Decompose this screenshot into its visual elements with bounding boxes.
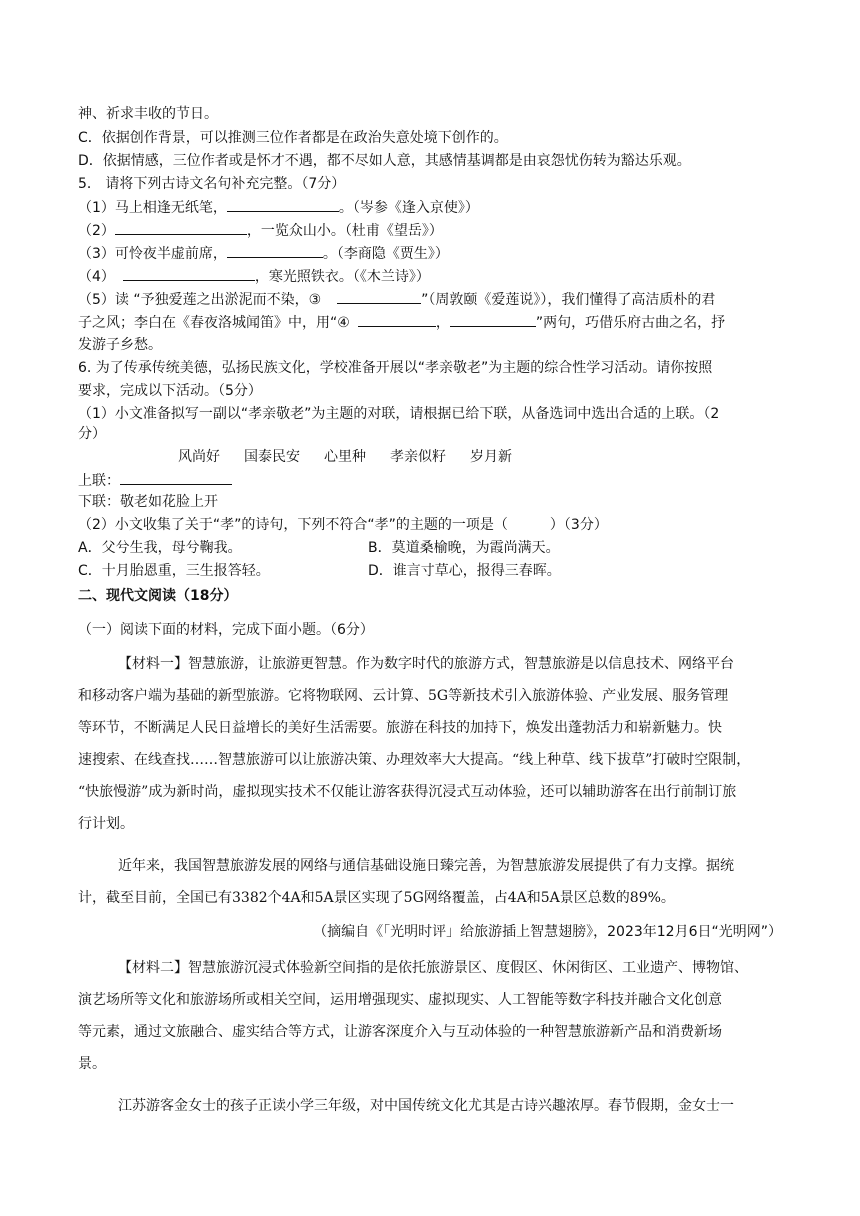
q5-item-1-source: 。（岑参《逢入京使》） [338,200,479,216]
question-5-title: 5． 请将下列古诗文名句补充完整。（7分） [78,176,346,192]
answer-blank[interactable] [337,289,421,304]
material-1-line: “快旅慢游”成为新时尚，虚拟现实技术不仅能让游客获得沉浸式互动体验，还可以辅助游客在出行前制订旅 [78,784,737,800]
q5-item-4 [78,266,430,287]
q6-part-2 [78,515,608,535]
option-d-prev: D．依据情感，三位作者或是怀才不遇，都不尽如人意，其感情基调都是由哀怨忧伤转为豁达乐观。 [78,153,691,169]
material-1-line: 计，截至目前，全国已有3382个4A和5A景区实现了5G网络覆盖，占4A和5A景区总数的89%。 [78,890,675,906]
q5-item-5 [78,289,715,310]
q5-item-4-label: （4） [78,269,115,285]
material-2-line: 景。 [78,1056,106,1072]
material-1-line: 行计划。 [78,816,134,832]
question-6-title: 6. 为了传承传统美德，弘扬民族文化，学校准备开展以“孝亲敬老”为主题的综合性学习活动。请你按照 [78,360,713,376]
candidate-word: 国泰民安 [244,449,300,465]
q5-item-3-text: （3）可怜夜半虚前席， [78,246,227,262]
q5-item-2-label: （2） [78,223,115,239]
q5-item-5-cont [78,312,725,333]
material-2-line: 【材料二】智慧旅游沉浸式体验新空间指的是依托旅游景区、度假区、休闲街区、工业遗产、博物馆、 [118,960,748,976]
material-1-line: 近年来，我国智慧旅游发展的网络与通信基础设施日臻完善，为智慧旅游发展提供了有力支撑。据统 [118,858,734,874]
upper-couplet [78,470,232,491]
question-6-title-cont: 要求，完成以下活动。（5分） [78,383,262,399]
q5-item-5-tail: ”（周敦颐《爱莲说》），我们懂得了高洁质朴的君 [421,292,716,308]
answer-blank[interactable] [358,312,436,327]
material-1-line: 【材料一】智慧旅游，让旅游更智慧。作为数字时代的旅游方式，智慧旅游是以信息技术、网络平台 [118,656,734,672]
subsection-heading: （一）阅读下面的材料，完成下面小题。（6分） [78,622,374,638]
material-2-line: 演艺场所等文化和旅游场所或相关空间，运用增强现实、虚拟现实、人工智能等数字科技并融合文化创意 [78,992,722,1008]
q5-item-5-line2: 子之风；李白在《春夜洛城闻笛》中，用“④ [78,315,350,331]
q5-item-5-text: （5）读 “予独爱莲之出淤泥而不染，③ [78,292,322,308]
q5-item-5-line2-tail: ”两句，巧借乐府古曲之名，抒 [535,315,726,331]
option-c-prev: C．依据创作背景，可以推测三位作者都是在政治失意处境下创作的。 [78,130,508,146]
q5-item-2-text: ，一览众山小。（杜甫《望岳》） [246,223,443,239]
candidate-word: 岁月新 [470,449,512,465]
candidate-word: 孝亲似籽 [390,449,446,465]
material-2-line: 江苏游客金女士的孩子正读小学三年级，对中国传统文化尤其是古诗兴趣浓厚。春节假期，金女士一 [118,1098,734,1114]
q6-part-1-cont: 分） [78,426,106,442]
answer-blank[interactable] [450,312,536,327]
lower-couplet: 下联：敬老如花脸上开 [78,494,218,510]
candidate-words [178,447,536,467]
option-c: C．十月胎恩重，三生报答轻。 [78,563,270,579]
q5-item-3-source: 。（李商隐《贾生》） [322,246,449,262]
q5-item-3 [78,243,449,264]
q5-item-4-text: ，寒光照铁衣。（《木兰诗》） [254,269,430,285]
option-d: D．谁言寸草心，报得三春晖。 [368,563,561,579]
option-b: B．莫道桑榆晚，为霞尚满天。 [368,540,560,556]
answer-blank[interactable] [227,243,323,258]
answer-blank[interactable] [227,197,339,212]
upper-couplet-label: 上联： [78,473,120,489]
material-1-line: 等环节，不断满足人民日益增长的美好生活需要。旅游在科技的加持下，焕发出蓬勃活力和崭新魅力。快 [78,720,722,736]
candidate-word: 心里种 [324,449,366,465]
q5-comma: ， [435,315,450,331]
answer-blank[interactable] [120,470,232,485]
material-1-line: 速搜索、在线查找……智慧旅游可以让旅游决策、办理效率大大提高。“线上种草、线下拔草”打破时空限制， [78,752,751,768]
text-line: 神、祈求丰收的节日。 [78,106,218,122]
answer-blank[interactable] [115,220,247,235]
candidate-word: 风尚好 [178,449,220,465]
section-heading: 二、现代文阅读（18分） [78,588,238,604]
q6-part-2-text: （2）小文收集了关于“孝”的诗句，下列不符合“孝”的主题的一项是（ [78,517,508,533]
material-2-line: 等元素，通过文旅融合、虚实结合等方式，让游客深度介入与互动体验的一种智慧旅游新产品和消费新场 [78,1024,722,1040]
answer-blank[interactable] [123,266,255,281]
option-a: A．父兮生我，母兮鞠我。 [78,540,242,556]
source-citation: （摘编自《「光明时评」给旅游插上智慧翅膀》，2023年12月6日“光明网”） [313,924,782,940]
q5-item-1 [78,197,479,218]
q6-part-2-score: ）（3分） [549,517,608,533]
material-1-line: 和移动客户端为基础的新型旅游。它将物联网、云计算、5G等新技术引入旅游体验、产业发展、服务管理 [78,688,729,704]
q6-part-1: （1）小文准备拟写一副以“孝亲敬老”为主题的对联，请根据已给下联，从备选词中选出合适的上联。（2 [78,406,720,422]
q5-item-2 [78,220,443,241]
q5-item-5-end: 发游子乡愁。 [78,337,162,353]
q5-item-1-text: （1）马上相逢无纸笔， [78,200,227,216]
